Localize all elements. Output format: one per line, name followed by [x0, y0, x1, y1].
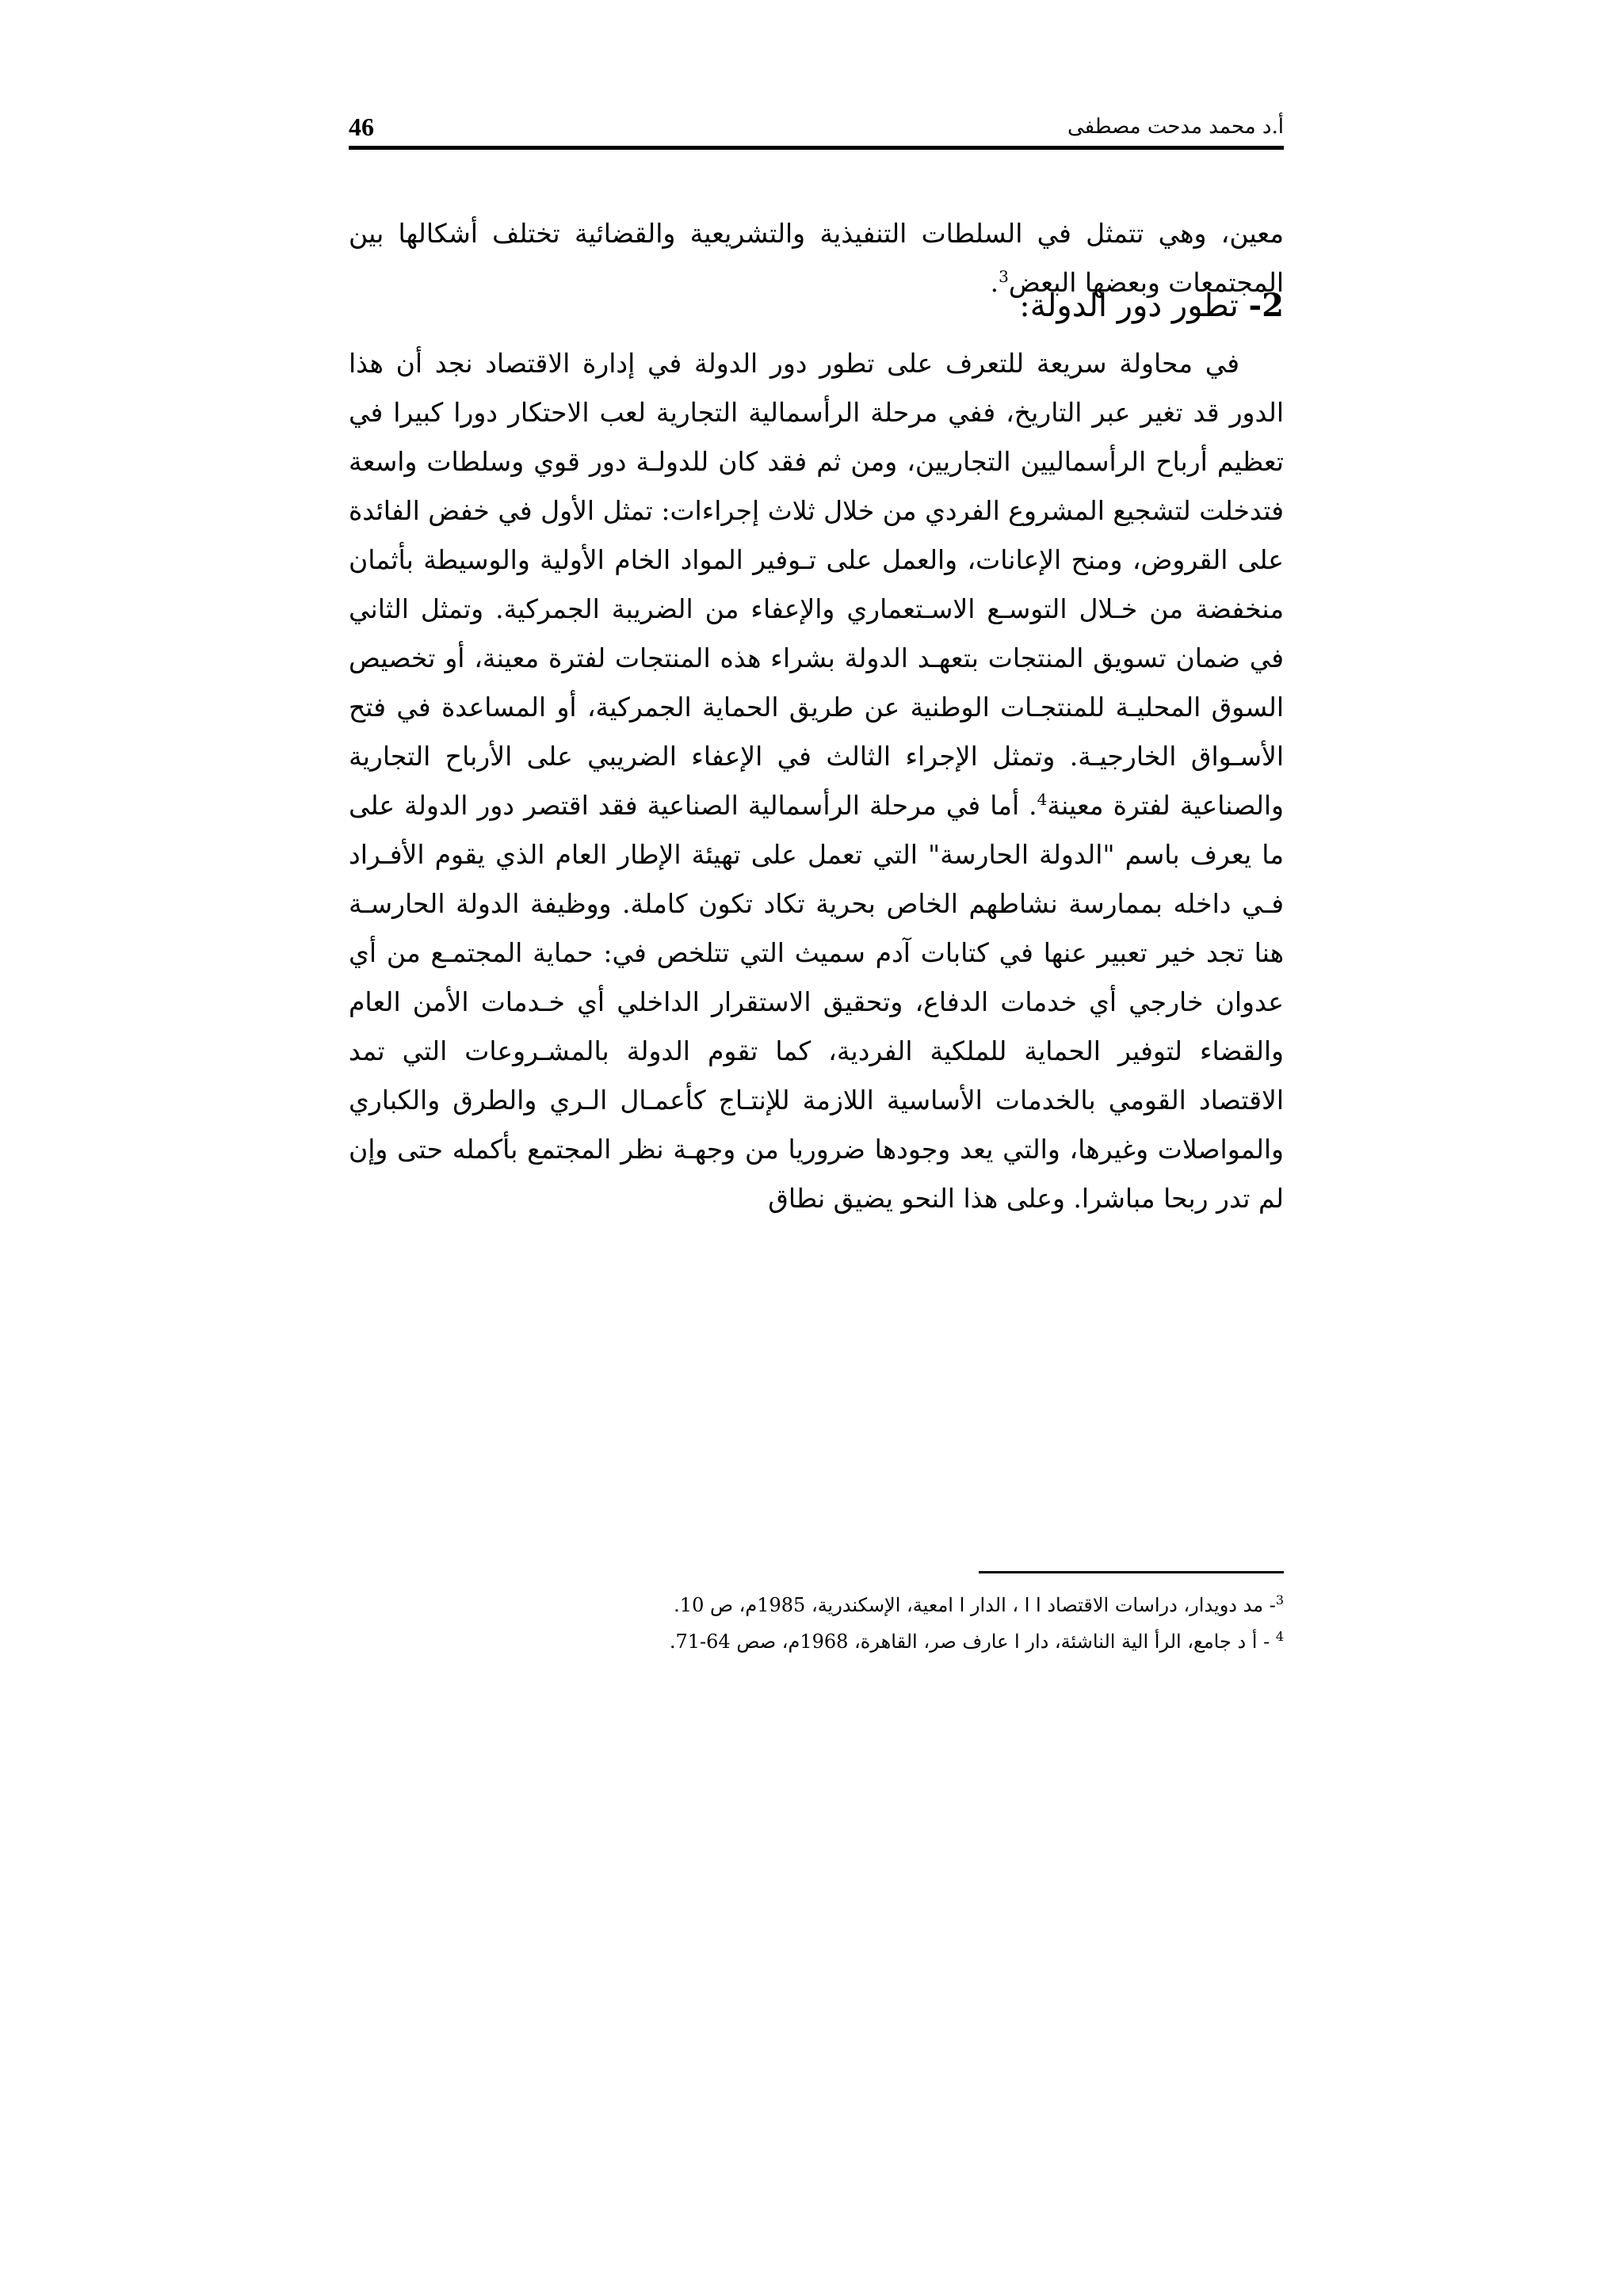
main-text-part1: في محاولة سريعة للتعرف على تطور دور الدولة في إدارة الاقتصاد نجد أن هذا الدور قد تغير عبر التاريخ، ففي مرحلة الرأسمالية التجارية لعب الاحتكار دورا كبيرا في تعظيم أرباح الرأسماليين التجاريين، ومن ثم فقد كان للدولـة دور قوي وسلطات واسعة فتدخلت لتشجيع المشروع الفردي من خلال ثلاث إجراءات: تمثل الأول في خفض الفائدة على القروض، ومنح الإعانات، والعمل على تـوفير المواد الخام الأولية والوسيطة بأثمان منخفضة من خـلال التوسـع الاسـتعماري والإعفاء من الضريبة الجمركية. وتمثل الثاني في ضمان تسويق المنتجات بتعهـد الدولة بشراء هذه المنتجات لفترة معينة، أو تخصيص السوق المحليـة للمنتجـات الوطنية عن طريق الحماية الجمركية، أو المساعدة في فتح الأسـواق الخارجيـة. وتمثل الإجراء الثالث في الإعفاء الضريبي على الأرباح التجارية والصناعية لفترة معينة: [349, 348, 1284, 821]
main-paragraph: [349, 339, 1284, 1223]
main-text-part2: . أما في مرحلة الرأسمالية الصناعية فقد اقتصر دور الدولة على ما يعرف باسم "الدولة الحارسة" التي تعمل على تهيئة الإطار العام الذي يقوم الأفـراد فـي داخله بممارسة نشاطهم الخاص بحرية تكاد تكون كاملة. ووظيفة الدولة الحارسـة هنا تجد خير تعبير عنها في كتابات آدم سميث التي تتلخص في: حماية المجتمـع من أي عدوان خارجي أي خدمات الدفاع، وتحقيق الاستقرار الداخلي أي خـدمات الأمن العام والقضاء لتوفير الحماية للملكية الفردية، كما تقوم الدولة بالمشـروعات التي تمد الاقتصاد القومي بالخدمات الأساسية اللازمة للإنتـاج كأعمـال الـري والطرق والكباري والمواصلات وغيرها، والتي يعد وجودها ضروريا من وجهـة نظر المجتمع بأكمله حتى وإن لم تدر ربحا مباشرا. وعلى هذا النحو يضيق نطاق: [349, 790, 1284, 1214]
footnote-rule: [979, 1571, 1284, 1573]
intro-text: معين، وهي تتمثل في السلطات التنفيذية والتشريعية والقضائية تختلف أشكالها بين المجتمعات وبعضها البعض: [349, 218, 1284, 298]
footnote-ref-3: 3: [999, 267, 1009, 286]
page-number: 46: [349, 113, 374, 141]
running-head-author: أ.د محمد مدحت مصطفى: [1067, 115, 1284, 139]
footnote-text: - أ د جامع، الرأ الية الناشئة، دار ا عارف صر، القاهرة، 1968م، صص 64-71.: [669, 1630, 1276, 1653]
footnote-number: 3: [1275, 1592, 1284, 1608]
page-header: [349, 105, 1284, 149]
footnote-3: [349, 1587, 1284, 1623]
section-title: تطور دور الدولة:: [1019, 288, 1239, 324]
footnote-4: [349, 1623, 1284, 1660]
header-rule: [349, 146, 1284, 150]
intro-end: .: [990, 267, 999, 298]
footnote-number: 4: [1275, 1629, 1284, 1644]
section-number: 2-: [1248, 287, 1284, 324]
main-paragraph-text: [349, 339, 1284, 1223]
footnote-ref-4: 4: [1037, 790, 1048, 809]
section-heading: [349, 281, 1284, 330]
footnotes: [349, 1587, 1284, 1660]
footnote-text: - مد دويدار، دراسات الاقتصاد ا ا ، الدار ا امعية، الإسكندرية، 1985م، ص 10.: [674, 1594, 1276, 1616]
